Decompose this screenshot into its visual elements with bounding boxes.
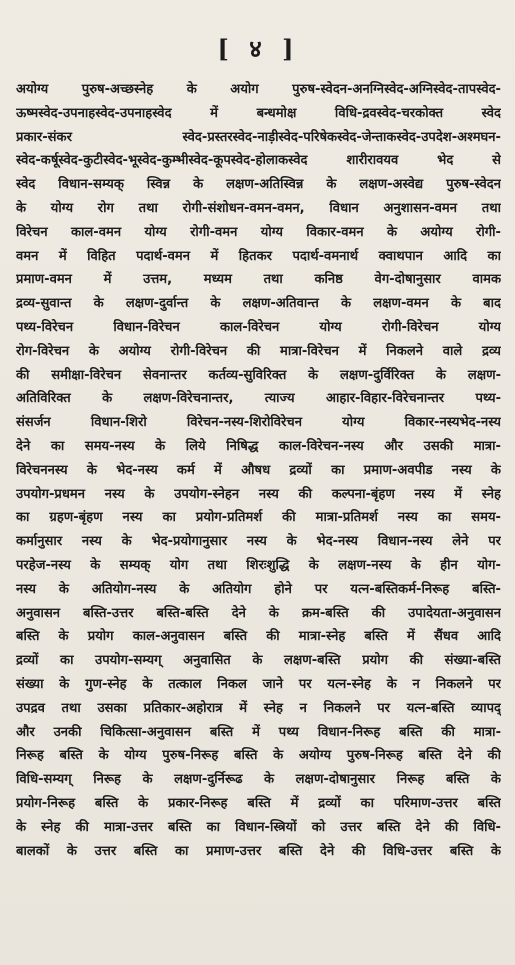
text-line: पथ्य-विरेचन विधान-विरेचन काल-विरेचन योग्य रोगी-विरेचन योग्य [16, 319, 501, 335]
text-line: उपद्रव तथा उसका प्रतिकार-अहोरात्र में स्नेह न निकलने पर यत्न-बस्ति व्यापद् [16, 700, 501, 716]
text-line: द्रव्य-सुवान्त के लक्षण-दुर्वान्त के लक्षण-अतिवान्त के लक्षण-वमन के बाद [16, 296, 501, 312]
page-number: [ ४ ] [217, 34, 300, 63]
text-line: प्रमाण-वमन में उत्तम, मध्यम तथा कनिष्ठ वेग-दोषानुसार वामक [16, 272, 501, 288]
index-text-block [16, 78, 501, 863]
text-line: परहेज-नस्य के सम्यक् योग तथा शिरःशुद्धि के लक्षण-नस्य के हीन योग- [16, 557, 501, 573]
text-line: संख्या के गुण-स्नेह के तत्काल निकल जाने पर यत्न-स्नेह के न निकलने पर [16, 676, 501, 692]
text-line: बालकों के उत्तर बस्ति का प्रमाण-उत्तर बस्ति देने की विधि-उत्तर बस्ति के [16, 843, 501, 859]
text-line: विरेचननस्य के भेद-नस्य कर्म में औषध द्रव्यों का प्रमाण-अवपीड नस्य के [16, 462, 501, 478]
text-line: रोग-विरेचन के अयोग्य रोगी-विरेचन की मात्रा-विरेचन में निकलने वाले द्रव्य [16, 343, 501, 359]
text-line: देने का समय-नस्य के लिये निषिद्ध काल-विरेचन-नस्य और उसकी मात्रा- [16, 438, 501, 454]
text-line: अनुवासन बस्ति-उत्तर बस्ति-बस्ति देने के क्रम-बस्ति की उपादेयता-अनुवासन [16, 605, 501, 621]
text-line: प्रयोग-निरूह बस्ति के प्रकार-निरूह बस्ति में द्रव्यों का परिमाण-उत्तर बस्ति [16, 795, 501, 811]
text-line: नस्य के अतियोग-नस्य के अतियोग होने पर यत्न-बस्तिकर्म-निरूह बस्ति- [16, 581, 501, 597]
text-line: ऊष्मस्वेद-उपनाहस्वेद-उपनाहस्वेद में बन्धमोक्ष विधि-द्रवस्वेद-चरकोक्त स्वेद [16, 105, 501, 121]
text-line: के स्नेह की मात्रा-उत्तर बस्ति का विधान-स्त्रियों को उत्तर बस्ति देने की विधि- [16, 819, 501, 835]
text-line: अयोग्य पुरुष-अच्छस्नेह के अयोग पुरुष-स्वेदन-अनग्निस्वेद-अग्निस्वेद-तापस्वेद- [16, 82, 501, 97]
text-line: विधि-सम्यग् निरूह के लक्षण-दुर्निरूढ के लक्षण-दोषानुसार निरूह बस्ति के [16, 772, 501, 788]
text-line: विरेचन काल-वमन योग्य रोगी-वमन योग्य विकार-वमन के अयोग्य रोगी- [16, 224, 501, 240]
text-line: के योग्य रोग तथा रोगी-संशोधन-वमन-वमन, विधान अनुशासन-वमन तथा [16, 200, 501, 216]
text-line: स्वेद-कर्षूस्वेद-कुटीस्वेद-भूस्वेद-कुम्भीस्वेद-कूपस्वेद-होलाकस्वेद शारीरावयव भेद से [16, 153, 501, 169]
text-line: अतिविरिक्त के लक्षण-विरेचनान्तर, त्याज्य आहार-विहार-विरेचनान्तर पथ्य- [16, 391, 501, 407]
text-line: स्वेद विधान-सम्यक् स्विन्न के लक्षण-अतिस्विन्न के लक्षण-अस्वेद्य पुरुष-स्वेदन [16, 177, 501, 193]
text-line: और उनकी चिकित्सा-अनुवासन बस्ति में पथ्य विधान-निरूह बस्ति की मात्रा- [16, 724, 501, 740]
text-line: का ग्रहण-बृंहण नस्य का प्रयोग-प्रतिमर्श की मात्रा-प्रतिमर्श नस्य का समय- [16, 510, 501, 526]
text-line: वमन में विहित पदार्थ-वमन में हितकर पदार्थ-वमनार्थ क्वाथपान आदि का [16, 248, 501, 264]
text-line: प्रकार-संकर स्वेद-प्रस्तरस्वेद-नाड़ीस्वेद-परिषेकस्वेद-जेन्ताकस्वेद-उपदेश-अश्मघन- [16, 129, 501, 145]
text-line: संसर्जन विधान-शिरो विरेचन-नस्य-शिरोविरेचन योग्य विकार-नस्यभेद-नस्य [16, 415, 501, 431]
text-line: कर्मानुसार नस्य के भेद-प्रयोगानुसार नस्य के भेद-नस्य विधान-नस्य लेने पर [16, 534, 501, 550]
text-line: द्रव्यों का उपयोग-सम्यग् अनुवासित के लक्षण-बस्ति प्रयोग की संख्या-बस्ति [16, 653, 501, 669]
text-line: बस्ति के प्रयोग काल-अनुवासन बस्ति की मात्रा-स्नेह बस्ति में सैंधव आदि [16, 629, 501, 645]
text-line: उपयोग-प्रधमन नस्य के उपयोग-स्नेहन नस्य की कल्पना-बृंहण नस्य में स्नेह [16, 486, 501, 502]
text-line: निरूह बस्ति के योग्य पुरुष-निरूह बस्ति के अयोग्य पुरुष-निरूह बस्ति देने की [16, 748, 501, 764]
text-line: की समीक्षा-विरेचन सेवनान्तर कर्तव्य-सुविरिक्त के लक्षण-दुर्विरिक्त के लक्षण- [16, 367, 501, 383]
